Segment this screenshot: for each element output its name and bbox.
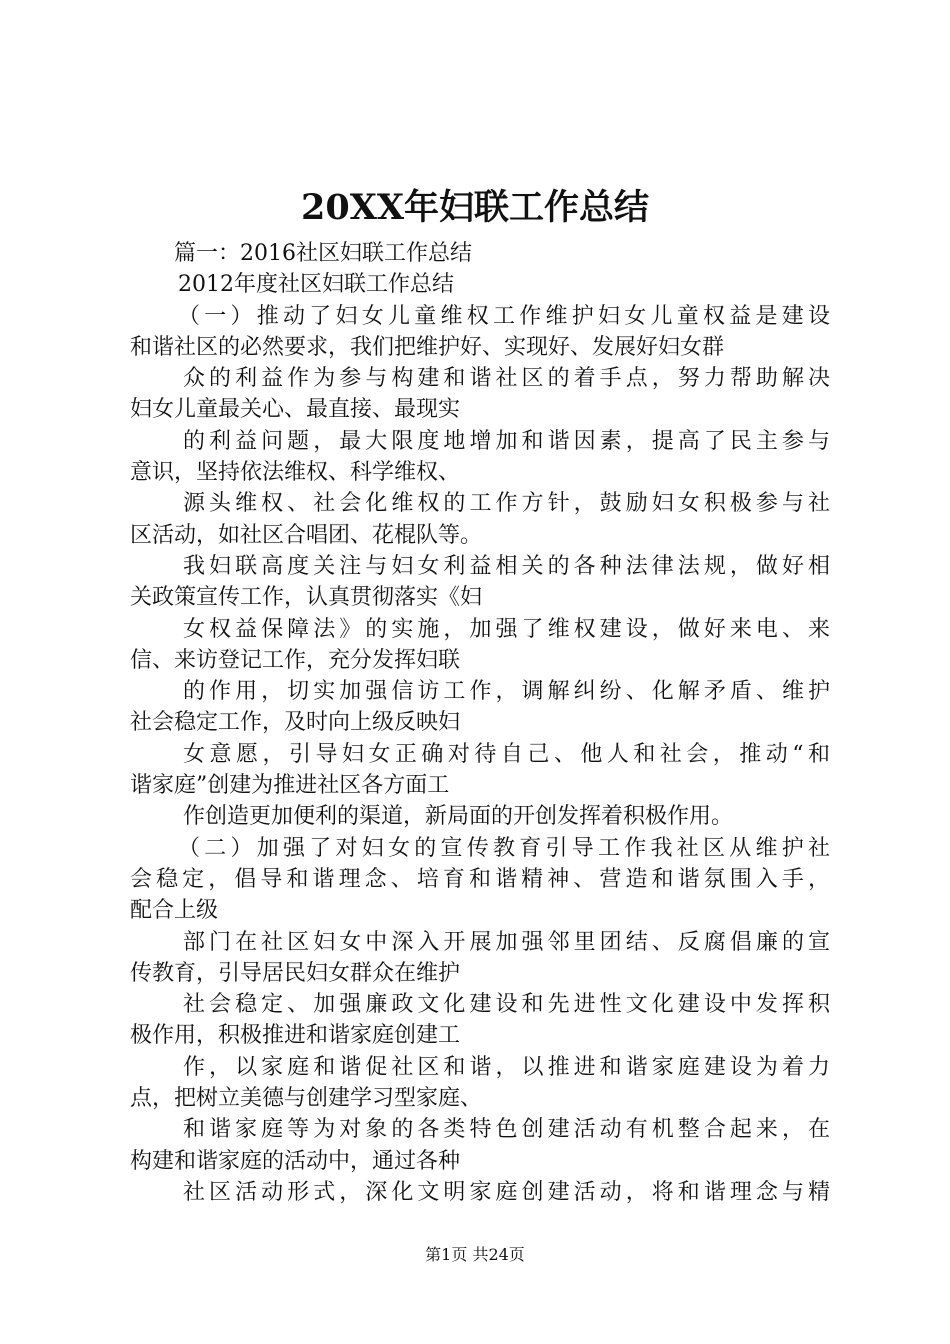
paragraph-line: 我妇联高度关注与妇女利益相关的各种法律法规，做好相 xyxy=(183,553,830,579)
paragraph-line: 社会稳定、加强廉政文化建设和先进性文化建设中发挥积 xyxy=(183,992,830,1018)
paragraph-line: 点，把树立美德与创建学习型家庭、 xyxy=(130,1086,483,1112)
paragraph-line: 篇一：2016社区妇联工作总结 xyxy=(174,241,472,266)
paragraph-line: 区活动，如社区合唱团、花棍队等。 xyxy=(130,522,483,548)
paragraph-line: 源头维权、社会化维权的工作方针，鼓励妇女积极参与社 xyxy=(183,491,830,517)
page-footer: 第1页 共24页 xyxy=(425,1245,525,1264)
paragraph-line: 和谐家庭等为对象的各类特色创建活动有机整合起来，在 xyxy=(183,1117,830,1143)
paragraph-line: 传教育，引导居民妇女群众在维护 xyxy=(130,960,461,986)
paragraph-line: 构建和谐家庭的活动中，通过各种 xyxy=(130,1148,461,1174)
paragraph-line: 女意愿，引导妇女正确对待自己、他人和社会，推动“和 xyxy=(183,741,830,767)
paragraph-line: 女权益保障法》的实施，加强了维权建设，做好来电、来 xyxy=(183,616,830,642)
paragraph-line: 作，以家庭和谐促社区和谐，以推进和谐家庭建设为着力 xyxy=(183,1054,830,1080)
paragraph-line: 的作用，切实加强信访工作，调解纠纷、化解矛盾、维护 xyxy=(183,679,830,705)
paragraph-line: 关政策宣传工作，认真贯彻落实《妇 xyxy=(130,585,483,611)
paragraph-line: 谐家庭”创建为推进社区各方面工 xyxy=(130,773,450,799)
paragraph-line: 信、来访登记工作，充分发挥妇联 xyxy=(130,647,461,673)
paragraph-line: 意识，坚持依法维权、科学维权、 xyxy=(130,460,461,486)
document-title: 20XX年妇联工作总结 xyxy=(300,187,650,228)
document-body xyxy=(130,238,830,1208)
paragraph-line: 配合上级 xyxy=(130,898,219,924)
paragraph-line: 的利益问题，最大限度地增加和谐因素，提高了民主参与 xyxy=(183,428,830,454)
paragraph-line: 和谐社区的必然要求，我们把维护好、实现好、发展好妇女群 xyxy=(130,334,725,360)
paragraph-line: （一）推动了妇女儿童维权工作维护妇女儿童权益是建设 xyxy=(178,303,830,329)
paragraph-line: 作创造更加便利的渠道，新局面的开创发挥着积极作用。 xyxy=(183,804,734,830)
paragraph-line: 社会稳定工作，及时向上级反映妇 xyxy=(130,710,461,736)
paragraph-line: 妇女儿童最关心、最直接、最现实 xyxy=(130,397,461,423)
paragraph-line: 社区活动形式，深化文明家庭创建活动，将和谐理念与精 xyxy=(183,1179,830,1205)
paragraph-line: 部门在社区妇女中深入开展加强邻里团结、反腐倡廉的宣 xyxy=(183,929,830,955)
paragraph-line: 2012年度社区妇联工作总结 xyxy=(178,272,454,298)
paragraph-line: （二）加强了对妇女的宣传教育引导工作我社区从维护社 xyxy=(178,835,830,861)
paragraph-line: 极作用，积极推进和谐家庭创建工 xyxy=(130,1023,461,1049)
paragraph-line: 众的利益作为参与构建和谐社区的着手点，努力帮助解决 xyxy=(183,366,830,392)
paragraph-line: 会稳定，倡导和谐理念、培育和谐精神、营造和谐氛围入手， xyxy=(130,866,830,892)
